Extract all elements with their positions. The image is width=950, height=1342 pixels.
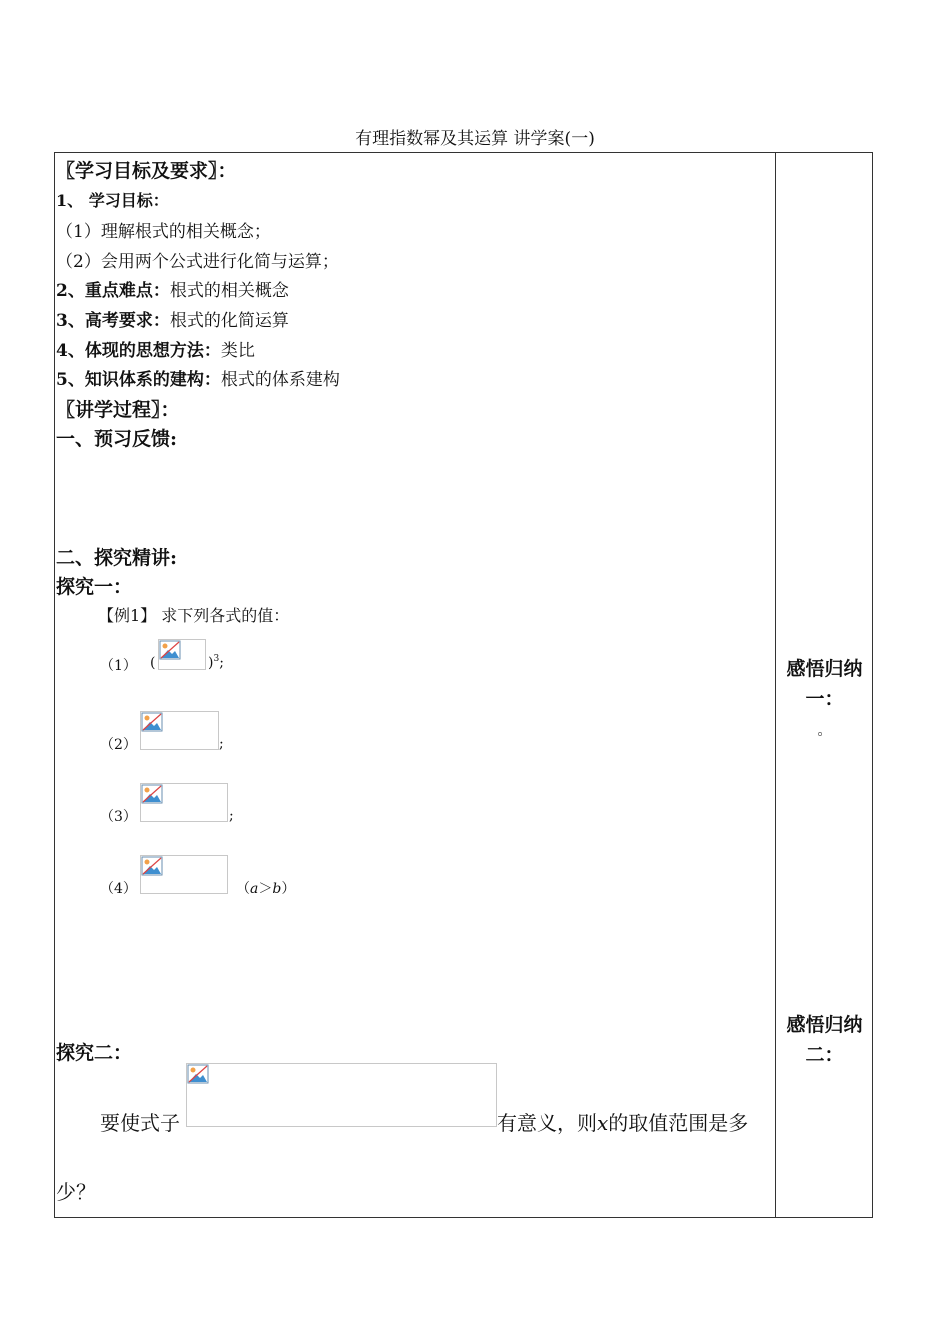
item4-formula-image [140, 855, 228, 894]
goal2-label: 2、重点难点： [56, 281, 170, 301]
goal4 [56, 336, 255, 361]
item1-formula-image [158, 639, 206, 670]
goal4-text: 类比 [220, 341, 255, 361]
q2-continuation: 少？ [56, 1180, 96, 1204]
goal5-label: 5、知识体系的建构： [56, 370, 221, 390]
item3-formula-image [140, 783, 228, 822]
example1-text: 求下列各式的值： [161, 606, 290, 625]
side-summary-2 [776, 1010, 873, 1070]
goal5 [56, 365, 340, 390]
item4-cond-a: a [250, 881, 259, 897]
item2-formula-image [140, 711, 219, 750]
section1-heading: 一、预习反馈: [56, 428, 178, 450]
item4-cond-close: ） [281, 881, 296, 897]
side1-line2: 一： [805, 688, 844, 710]
q2-prefix: 要使式子 [100, 1111, 180, 1135]
item2-end: ; [219, 736, 224, 752]
q2-suffix-a: 有意义，则 [497, 1111, 597, 1135]
goal2-text: 根式的相关概念 [169, 281, 289, 301]
item1-close-paren [208, 655, 224, 671]
item4-condition [236, 878, 295, 898]
item4-cond-open: （ [236, 881, 250, 897]
broken-image-icon [141, 712, 163, 732]
goal4-label: 4、体现的思想方法： [56, 341, 221, 361]
broken-image-icon [187, 1064, 209, 1084]
side-summary-1 [776, 654, 873, 714]
broken-image-icon [141, 856, 163, 876]
item3-number: （3） [100, 809, 137, 825]
explore2-heading: 探究二： [56, 1042, 133, 1064]
goals-heading: 〖学习目标及要求〗： [56, 160, 237, 182]
item4-cond-b: b [272, 881, 282, 897]
item4-cond-gt: ＞ [258, 881, 273, 897]
goal1-item1: （1）理解根式的相关概念； [56, 222, 271, 242]
q2-suffix [497, 1107, 748, 1136]
broken-image-icon [159, 640, 181, 660]
q2-var: x [597, 1111, 609, 1135]
section2-heading: 二、探究精讲: [56, 547, 178, 569]
goal5-text: 根式的体系建构 [220, 370, 340, 390]
item1-exponent: 3 [213, 654, 220, 664]
side2-line2: 二： [805, 1044, 844, 1066]
goal3-label: 3、高考要求： [56, 311, 170, 331]
explore1-heading: 探究一： [56, 576, 133, 598]
item1-open-paren: ( [150, 655, 156, 671]
example1-label: 【例1】 [98, 606, 157, 625]
broken-image-icon [141, 784, 163, 804]
side1-line1: 感悟归纳 [786, 658, 863, 680]
example1-line [98, 603, 289, 626]
q2-suffix-b: 的取值范围是多 [608, 1111, 749, 1135]
document-title: 有理指数幂及其运算 讲学案(一) [355, 129, 595, 149]
item3-end: ; [229, 808, 234, 824]
goal1-item2: （2）会用两个公式进行化简与运算； [56, 252, 339, 272]
q2-formula-image [186, 1063, 497, 1127]
side1-mark: 。 [817, 723, 832, 739]
goal3 [56, 306, 289, 331]
goal3-text: 根式的化简运算 [169, 311, 289, 331]
item1-number: （1） [100, 658, 137, 674]
item2-number: （2） [100, 737, 137, 753]
side2-line1: 感悟归纳 [786, 1014, 863, 1036]
item1-close: ) [208, 655, 214, 671]
item1-end: ; [219, 655, 224, 671]
goal1-label: 1、 学习目标： [56, 191, 169, 210]
item4-number: （4） [100, 881, 137, 897]
process-heading: 〖讲学过程〗： [56, 399, 180, 421]
goal2 [56, 276, 289, 301]
